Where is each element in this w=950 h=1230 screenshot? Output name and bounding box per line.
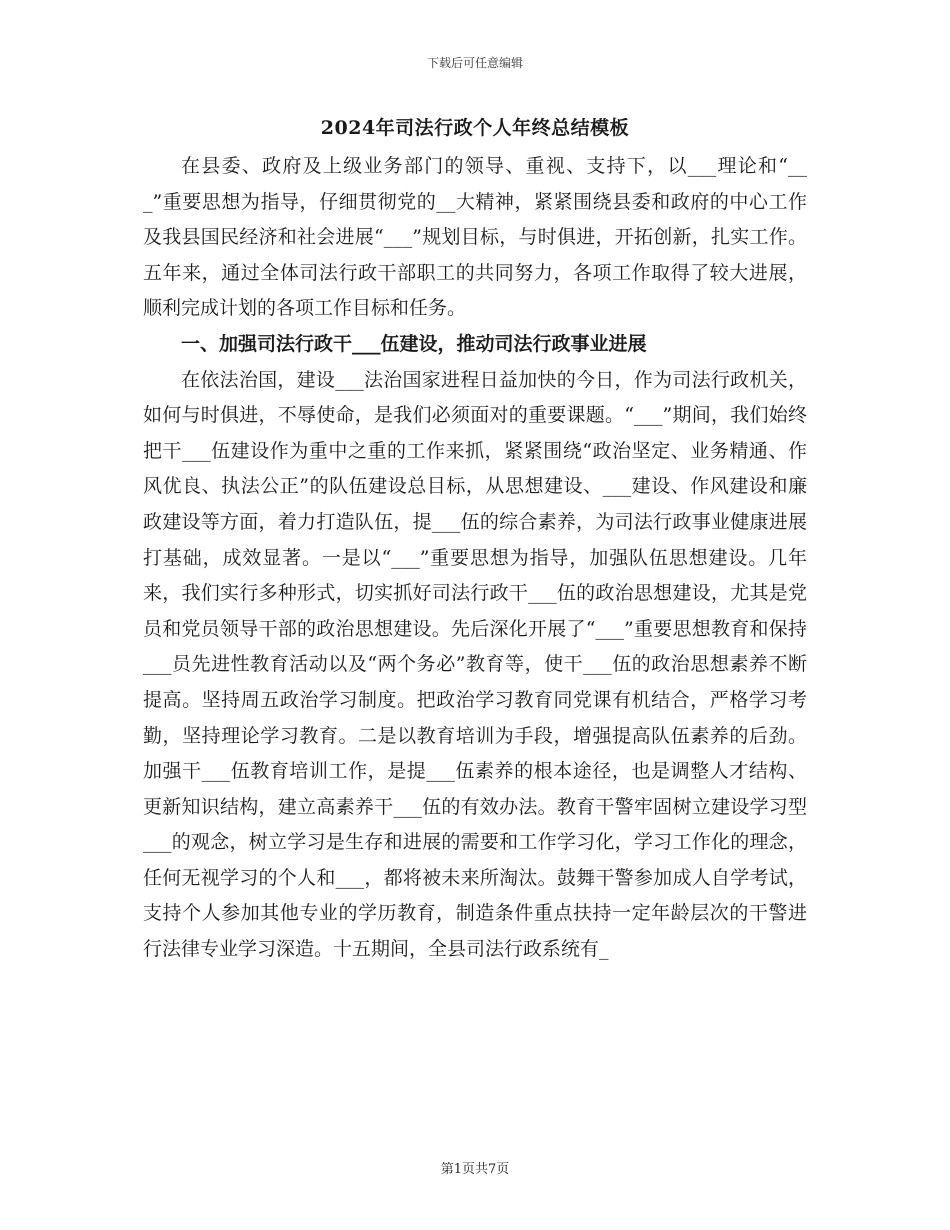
intro-paragraph: 在县委、政府及上级业务部门的领导、重视、支持下，以___理论和“___”重要思想为指导，仔细贯彻党的__大精神，紧紧围绕县委和政府的中心工作及我县国民经济和社会进展“___”规划目标，与时俱进，开拓创新，扎实工作。五年来，通过全体司法行政干部职工的共同努力，各项工作取得了较大进展，顺利完成计划的各项工作目标和任务。 [143, 155, 807, 320]
page-number: 第1页共7页 [440, 1162, 510, 1177]
section-paragraph: 在依法治国，建设___法治国家进程日益加快的今日，作为司法行政机关，如何与时俱进，不辱使命，是我们必须面对的重要课题。“___”期间，我们始终把干___伍建设作为重中之重的工作来抓，紧紧围绕“政治坚定、业务精通、作风优良、执法公正”的队伍建设总目标，从思想建设、___建设、作风建设和廉政建设等方面，着力打造队伍，提___伍的综合素养，为司法行政事业健康进展打基础，成效显著。一是以“___”重要思想为指导，加强队伍思想建设。几年来，我们实行多种形式，切实抓好司法行政干___伍的政治思想建设，尤其是党员和党员领导干部的政治思想建设。先后深化开展了“___”重要思想教育和保持___员先进性教育活动以及“两个务必”教育等，使干___伍的政治思想素养不断提高。坚持周五政治学习制度。把政治学习教育同党课有机结合，严格学习考勤，坚持理论学习教育。二是以教育培训为手段，增强提高队伍素养的后劲。加强干___伍教育培训工作，是提___伍素养的根本途径，也是调整人才结构、更新知识结构，建立高素养干___伍的有效办法。教育干警牢固树立建设学习型___的观念，树立学习是生存和进展的需要和工作学习化，学习工作化的理念，任何无视学习的个人和___，都将被未来所淘汰。鼓舞干警参加成人自学考试，支持个人参加其他专业的学历教育，制造条件重点扶持一定年龄层次的干警进行法律专业学习深造。十五期间，全县司法行政系统有_ [143, 368, 807, 961]
page-header-note: 下载后可任意编辑 [426, 56, 523, 70]
document-title: 2024年司法行政个人年终总结模板 [320, 117, 630, 139]
section-heading: 一、加强司法行政干___伍建设，推动司法行政事业进展 [181, 332, 647, 355]
document-body [143, 149, 807, 968]
